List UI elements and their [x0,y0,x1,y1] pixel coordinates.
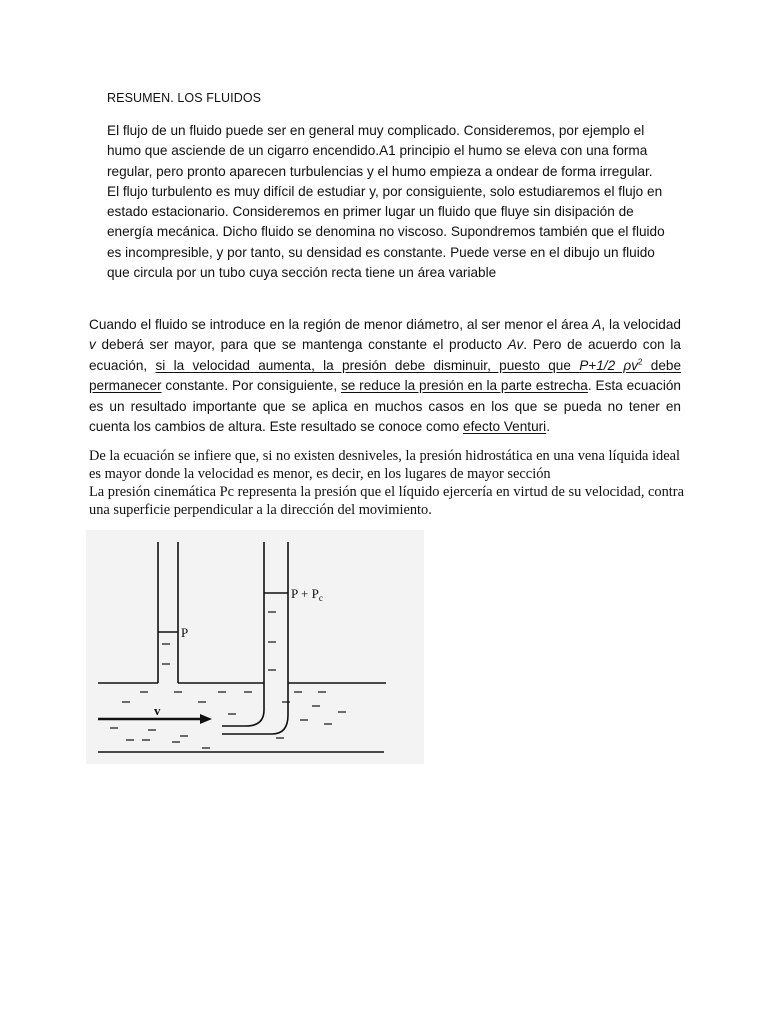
venturi-paragraph [89,315,681,437]
venturi-text-7: . [546,419,550,435]
underlined-pressure-reduction: se reduce la presión en la parte estrecha [340,378,588,394]
hydrostatic-paragraph: De la ecuación se infiere que, si no existen desniveles, la presión hidrostática en una vena líquida ideal es mayor donde la velocidad es menor, es decir, en los lugares de mayor sección [89,448,681,482]
venturi-text-6: . Esta ecuación es un resultado importante que se aplica en muchos casos en los que se pueda no tener en cuenta los cambios de altura. Este resultado se conoce como [89,378,681,435]
venturi-text-3: deberá ser mayor, para que se mantenga constante el producto [95,337,508,353]
variable-velocity: v [89,337,96,353]
venturi-text-1: Cuando el fluido se introduce en la región de menor diámetro, al ser menor el área [89,317,593,332]
label-velocity: v [154,703,161,718]
label-total-pressure: $P + P_c$ [291,586,323,603]
liquid-dashes [110,612,346,748]
pitot-tube-figure [86,530,424,764]
underlined-venturi-effect: efecto Venturi [463,419,547,435]
label-pressure: P [181,625,189,640]
pitot-outer-wall [222,542,264,726]
kinematic-pressure-paragraph: La presión cinemática Pc representa la presión que el líquido ejercería en virtud de su velocidad, contra una superficie perpendicular a la dirección del movimiento. [89,484,684,518]
variable-product: Av [507,337,524,353]
venturi-text-2: , la velocidad [601,317,681,332]
pitot-tube-diagram [86,530,424,764]
underlined-velocity-pressure: si la velocidad aumenta, la presión debe disminuir, puesto que P+1/2 $\rho v^2$ debe permanecer [89,357,682,394]
document-title: RESUMEN. LOS FLUIDOS [107,91,262,105]
bernoulli-formula: P+1/2 ρv [579,357,639,373]
intro-paragraph: El flujo de un fluido puede ser en general muy complicado. Consideremos, por ejemplo el humo que asciende de un cigarro encendido.A1 principio el humo se eleva con una forma regular, pero pronto aparecen turbulencias y el humo empieza a ondear de forma irregular. El flujo turbulento es muy difícil de estudiar y, por consiguiente, solo estudiaremos el flujo en estado estacionario. Consideremos en primer lugar un fluido que fluye sin disipación de energía mecánica. Dicho fluido se denomina no viscoso. Supondremos también que el fluido es incompresible, y por tanto, su densidad es constante. Puede verse en el dibujo un fluido que circula por un tubo cuya sección recta tiene un área variable [107,123,665,281]
variable-area: A [592,317,602,332]
hydrostatic-section [89,447,689,519]
venturi-text-4: . Pero de acuerdo con la ecuación, [89,337,681,373]
formula-exponent: 2 [638,357,643,367]
pitot-inner-wall [222,542,288,734]
venturi-text-5: constante. Por consiguiente, [161,378,341,394]
